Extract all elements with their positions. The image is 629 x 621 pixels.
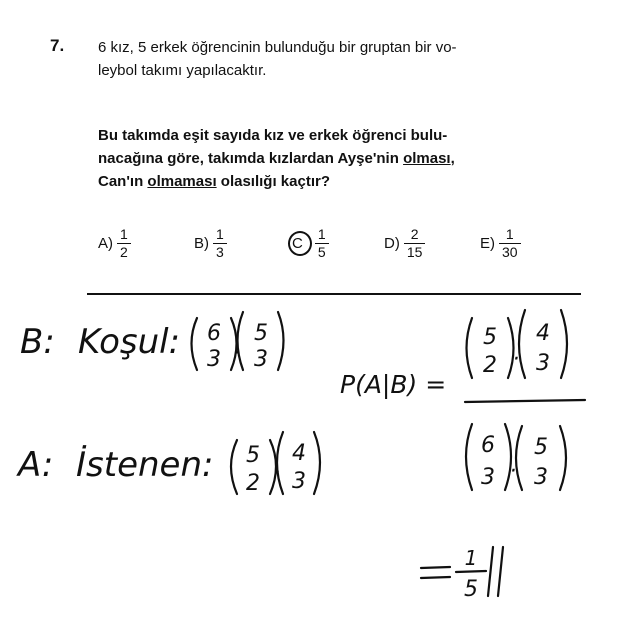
binom-n1-bottom: 2 (483, 353, 497, 378)
underlined-olmamasi: olmaması (147, 173, 217, 190)
svg-text:·: · (509, 459, 517, 484)
prompt-line-2: nacağına göre, takımda kızlardan Ayşe'nin olması, (98, 150, 455, 167)
binom-b2-top: 5 (254, 321, 268, 346)
question-number: 7. (50, 36, 65, 55)
binom-b1-bottom: 3 (207, 347, 221, 372)
result-numerator: 1 (464, 546, 478, 570)
question-line-1: 6 kız, 5 erkek öğrencinin bulunduğu bir gruptan bir vo- (98, 39, 457, 56)
result-denominator: 5 (464, 577, 478, 602)
underlined-olmasi: olması (403, 150, 451, 167)
binom-a1-bottom: 2 (246, 471, 260, 496)
question-line-2: leybol takımı yapılacaktır. (98, 62, 267, 79)
svg-text:·: · (273, 461, 281, 486)
handwritten-istenen: İstenen: (76, 445, 214, 485)
choice-d[interactable]: D) $\frac{2}{15}$ (384, 226, 425, 261)
choice-b[interactable]: B) $\frac{1}{3}$ (194, 226, 227, 261)
binom-d2-bottom: 3 (534, 465, 548, 490)
handwritten-conditional-prob: P(A|B) = (340, 370, 447, 399)
binom-d1-bottom: 3 (481, 465, 495, 490)
choice-c[interactable]: C $\frac{1}{5}$ (292, 226, 329, 261)
svg-text:·: · (233, 341, 241, 366)
choice-e[interactable]: E) $\frac{1}{30}$ (480, 226, 521, 261)
prompt-line-3: Can'ın olmaması olasılığı kaçtır? (98, 173, 330, 190)
binom-n1-top: 5 (483, 325, 497, 350)
binom-d1-top: 6 (481, 433, 495, 458)
binom-n2-top: 4 (536, 321, 550, 346)
binom-d2-top: 5 (534, 435, 548, 460)
choice-a[interactable]: A) $\frac{1}{2}$ (98, 226, 131, 261)
binom-a1-top: 5 (246, 443, 260, 468)
selected-choice-mark: C (292, 235, 303, 252)
binom-n2-bottom: 3 (536, 351, 550, 376)
binom-b1-top: 6 (207, 321, 221, 346)
handwritten-kosul: Koşul: (78, 322, 181, 362)
binom-a2-bottom: 3 (292, 469, 306, 494)
svg-text:·: · (512, 347, 520, 372)
binom-b2-bottom: 3 (254, 347, 268, 372)
prompt-line-1: Bu takımda eşit sayıda kız ve erkek öğrenci bulu- (98, 127, 448, 144)
binom-a2-top: 4 (292, 441, 306, 466)
handwritten-b-label: B: (20, 322, 55, 362)
handwritten-a-label: A: (18, 445, 54, 485)
